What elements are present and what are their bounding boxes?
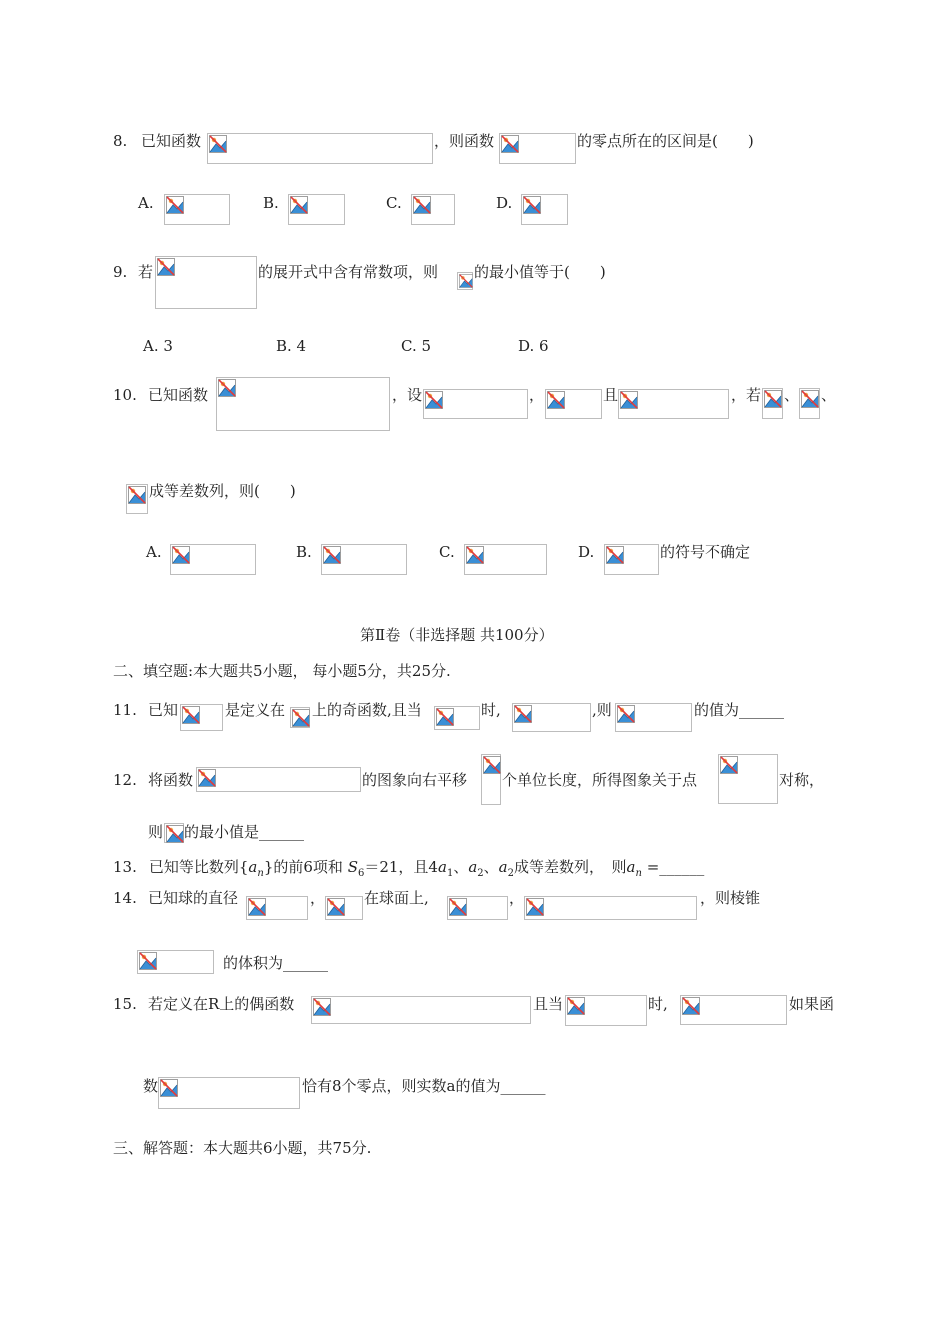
q9-option-d: D. 6 xyxy=(518,337,549,355)
broken-image-icon xyxy=(436,708,454,726)
broken-image-icon xyxy=(248,898,266,916)
q12-text-6: 的最小值是______ xyxy=(184,823,305,841)
q8-option-c: C. xyxy=(386,194,402,212)
q9-option-b: B. 4 xyxy=(276,337,307,355)
formula-image xyxy=(499,133,576,164)
q10-text-1: 已知函数 xyxy=(148,386,209,404)
sub-1: 1 xyxy=(446,868,454,879)
broken-image-icon xyxy=(682,997,700,1015)
formula-image xyxy=(170,544,256,575)
sub-6: 6 xyxy=(357,868,365,879)
formula-image xyxy=(126,484,148,514)
broken-image-icon xyxy=(172,546,190,564)
formula-image xyxy=(481,754,501,805)
q8-text-1: 已知函数 xyxy=(141,132,202,150)
q15-text-2: 且当 xyxy=(533,995,564,1013)
broken-image-icon xyxy=(425,391,443,409)
q14-number: 14. xyxy=(113,889,137,907)
broken-image-icon xyxy=(449,898,467,916)
q13-text-3: ＝21，且4 xyxy=(364,858,438,876)
q9-text-1: 若 xyxy=(138,263,154,281)
q10-option-a: A. xyxy=(146,543,162,561)
formula-image xyxy=(447,896,508,920)
q13-line xyxy=(113,857,704,884)
broken-image-icon xyxy=(209,135,227,153)
q15-number: 15. xyxy=(113,995,137,1013)
part2-section-heading: 二、填空题:本大题共5小题， 每小题5分，共25分. xyxy=(113,662,451,680)
q10-text-5: ，若 xyxy=(731,386,762,404)
var-s: S xyxy=(347,858,358,876)
broken-image-icon xyxy=(128,486,146,504)
broken-image-icon xyxy=(801,390,819,408)
q8-option-b: B. xyxy=(263,194,279,212)
formula-image xyxy=(290,707,310,728)
broken-image-icon xyxy=(290,196,308,214)
q11-text-3: 上的奇函数,且当 xyxy=(312,701,422,719)
broken-image-icon xyxy=(483,756,501,774)
formula-image xyxy=(512,703,591,732)
broken-image-icon xyxy=(514,705,532,723)
broken-image-icon xyxy=(523,196,541,214)
broken-image-icon xyxy=(166,825,184,843)
broken-image-icon xyxy=(166,196,184,214)
q13-number: 13. xyxy=(113,858,137,876)
formula-image xyxy=(164,194,230,225)
broken-image-icon xyxy=(313,998,331,1016)
var-a: a xyxy=(248,858,258,876)
q15-text-5: 数 xyxy=(143,1077,159,1095)
broken-image-icon xyxy=(327,898,345,916)
formula-image xyxy=(158,1077,300,1109)
formula-image xyxy=(155,256,257,309)
formula-image xyxy=(196,767,361,792)
formula-image xyxy=(718,754,778,804)
q10-text-8: 成等差数列，则( ) xyxy=(149,482,296,500)
formula-image xyxy=(464,544,547,575)
q11-number: 11. xyxy=(113,701,137,719)
broken-image-icon xyxy=(323,546,341,564)
broken-image-icon xyxy=(526,898,544,916)
q14-text-4: ， xyxy=(509,889,525,907)
broken-image-icon xyxy=(620,391,638,409)
formula-image xyxy=(207,133,433,164)
formula-image xyxy=(164,823,184,843)
formula-image xyxy=(216,377,390,431)
broken-image-icon xyxy=(182,706,200,724)
sub-2: 2 xyxy=(477,868,484,879)
broken-image-icon xyxy=(720,756,738,774)
q12-text-4: 对称， xyxy=(779,771,825,789)
q15-text-3: 时, xyxy=(648,995,668,1013)
q8-option-a: A. xyxy=(138,194,154,212)
q10-option-d: D. xyxy=(578,543,595,561)
q14-text-6: 的体积为______ xyxy=(223,954,329,972)
broken-image-icon xyxy=(157,258,175,276)
formula-image xyxy=(137,950,214,974)
formula-image xyxy=(325,896,363,920)
formula-image xyxy=(524,896,697,920)
q9-text-3: 的最小值等于( ) xyxy=(474,263,606,281)
var-a: a xyxy=(468,858,478,876)
formula-image xyxy=(180,704,223,731)
sub-n: n xyxy=(257,868,264,879)
formula-image xyxy=(288,194,345,225)
q12-text-2: 的图象向右平移 xyxy=(362,771,468,789)
q9-number: 9. xyxy=(113,263,128,281)
broken-image-icon xyxy=(764,390,782,408)
q10-text-7: 、 xyxy=(821,386,837,404)
q15-text-6: 恰有8个零点，则实数a的值为______ xyxy=(302,1077,546,1095)
formula-image xyxy=(604,544,659,575)
q11-text-5: ,则 xyxy=(592,701,612,719)
formula-image xyxy=(321,544,407,575)
q12-text-3: 个单位长度，所得图象关于点 xyxy=(502,771,698,789)
var-a: a xyxy=(626,858,636,876)
broken-image-icon xyxy=(606,546,624,564)
q10-text-2: ，设 xyxy=(392,386,423,404)
formula-image xyxy=(615,703,692,732)
q13-text-6: 成等差数列， 则 xyxy=(514,858,627,876)
broken-image-icon xyxy=(160,1079,178,1097)
part2-title: 第Ⅱ卷（非选择题 共100分） xyxy=(360,626,554,644)
q8-option-d: D. xyxy=(496,194,513,212)
formula-image xyxy=(545,389,602,419)
q14-text-5: ，则棱锥 xyxy=(700,889,761,907)
q10-option-d-tail: 的符号不确定 xyxy=(660,543,751,561)
q9-text-2: 的展开式中含有常数项，则 xyxy=(258,263,439,281)
q10-option-b: B. xyxy=(296,543,312,561)
var-a: a xyxy=(498,858,508,876)
q15-text-1: 若定义在R上的偶函数 xyxy=(148,995,295,1013)
q10-text-4: 且 xyxy=(603,386,619,404)
q13-text-5: 、 xyxy=(483,858,499,876)
formula-image xyxy=(799,388,820,419)
broken-image-icon xyxy=(547,391,565,409)
broken-image-icon xyxy=(459,274,473,288)
broken-image-icon xyxy=(218,379,236,397)
broken-image-icon xyxy=(413,196,431,214)
broken-image-icon xyxy=(501,135,519,153)
q12-text-5: 则 xyxy=(148,823,164,841)
formula-image xyxy=(411,194,455,225)
formula-image xyxy=(311,996,531,1024)
q14-text-1: 已知球的直径 xyxy=(148,889,239,907)
formula-image xyxy=(434,706,480,730)
formula-image xyxy=(521,194,568,225)
q14-text-3: 在球面上, xyxy=(364,889,429,907)
q13-text-4: 、 xyxy=(453,858,469,876)
broken-image-icon xyxy=(617,705,635,723)
formula-image xyxy=(762,388,783,419)
var-a: a xyxy=(437,858,447,876)
q11-text-6: 的值为______ xyxy=(694,701,785,719)
formula-image xyxy=(246,896,308,920)
q11-text-1: 已知 xyxy=(148,701,179,719)
q8-number: 8. xyxy=(113,132,128,150)
q9-option-a: A. 3 xyxy=(143,337,173,355)
q12-number: 12. xyxy=(113,771,137,789)
formula-image xyxy=(565,995,647,1026)
q12-text-1: 将函数 xyxy=(148,771,194,789)
q10-text-6: 、 xyxy=(784,386,800,404)
sub-n: n xyxy=(635,868,642,879)
q13-text-1: 已知等比数列{ xyxy=(148,858,249,876)
q10-option-c: C. xyxy=(439,543,455,561)
broken-image-icon xyxy=(567,997,585,1015)
q10-number: 10. xyxy=(113,386,137,404)
q15-text-4: 如果函 xyxy=(789,995,835,1013)
q9-option-c: C. 5 xyxy=(401,337,432,355)
broken-image-icon xyxy=(198,769,216,787)
q11-text-2: 是定义在 xyxy=(225,701,286,719)
q8-text-2: ，则函数 xyxy=(434,132,495,150)
q13-text-2: }的前6项和 xyxy=(263,858,343,876)
part3-section-heading: 三、解答题：本大题共6小题，共75分. xyxy=(113,1139,372,1157)
q13-text-7: =______ xyxy=(641,858,705,876)
broken-image-icon xyxy=(139,952,157,970)
broken-image-icon xyxy=(292,709,310,727)
q10-text-3: ， xyxy=(529,386,545,404)
sub-2: 2 xyxy=(507,868,514,879)
formula-image xyxy=(680,995,787,1025)
q11-text-4: 时, xyxy=(481,701,501,719)
formula-image xyxy=(457,272,473,290)
formula-image xyxy=(423,389,528,419)
formula-image xyxy=(618,389,729,419)
q8-text-3: 的零点所在的区间是( ) xyxy=(577,132,754,150)
broken-image-icon xyxy=(466,546,484,564)
q14-text-2: ， xyxy=(310,889,326,907)
